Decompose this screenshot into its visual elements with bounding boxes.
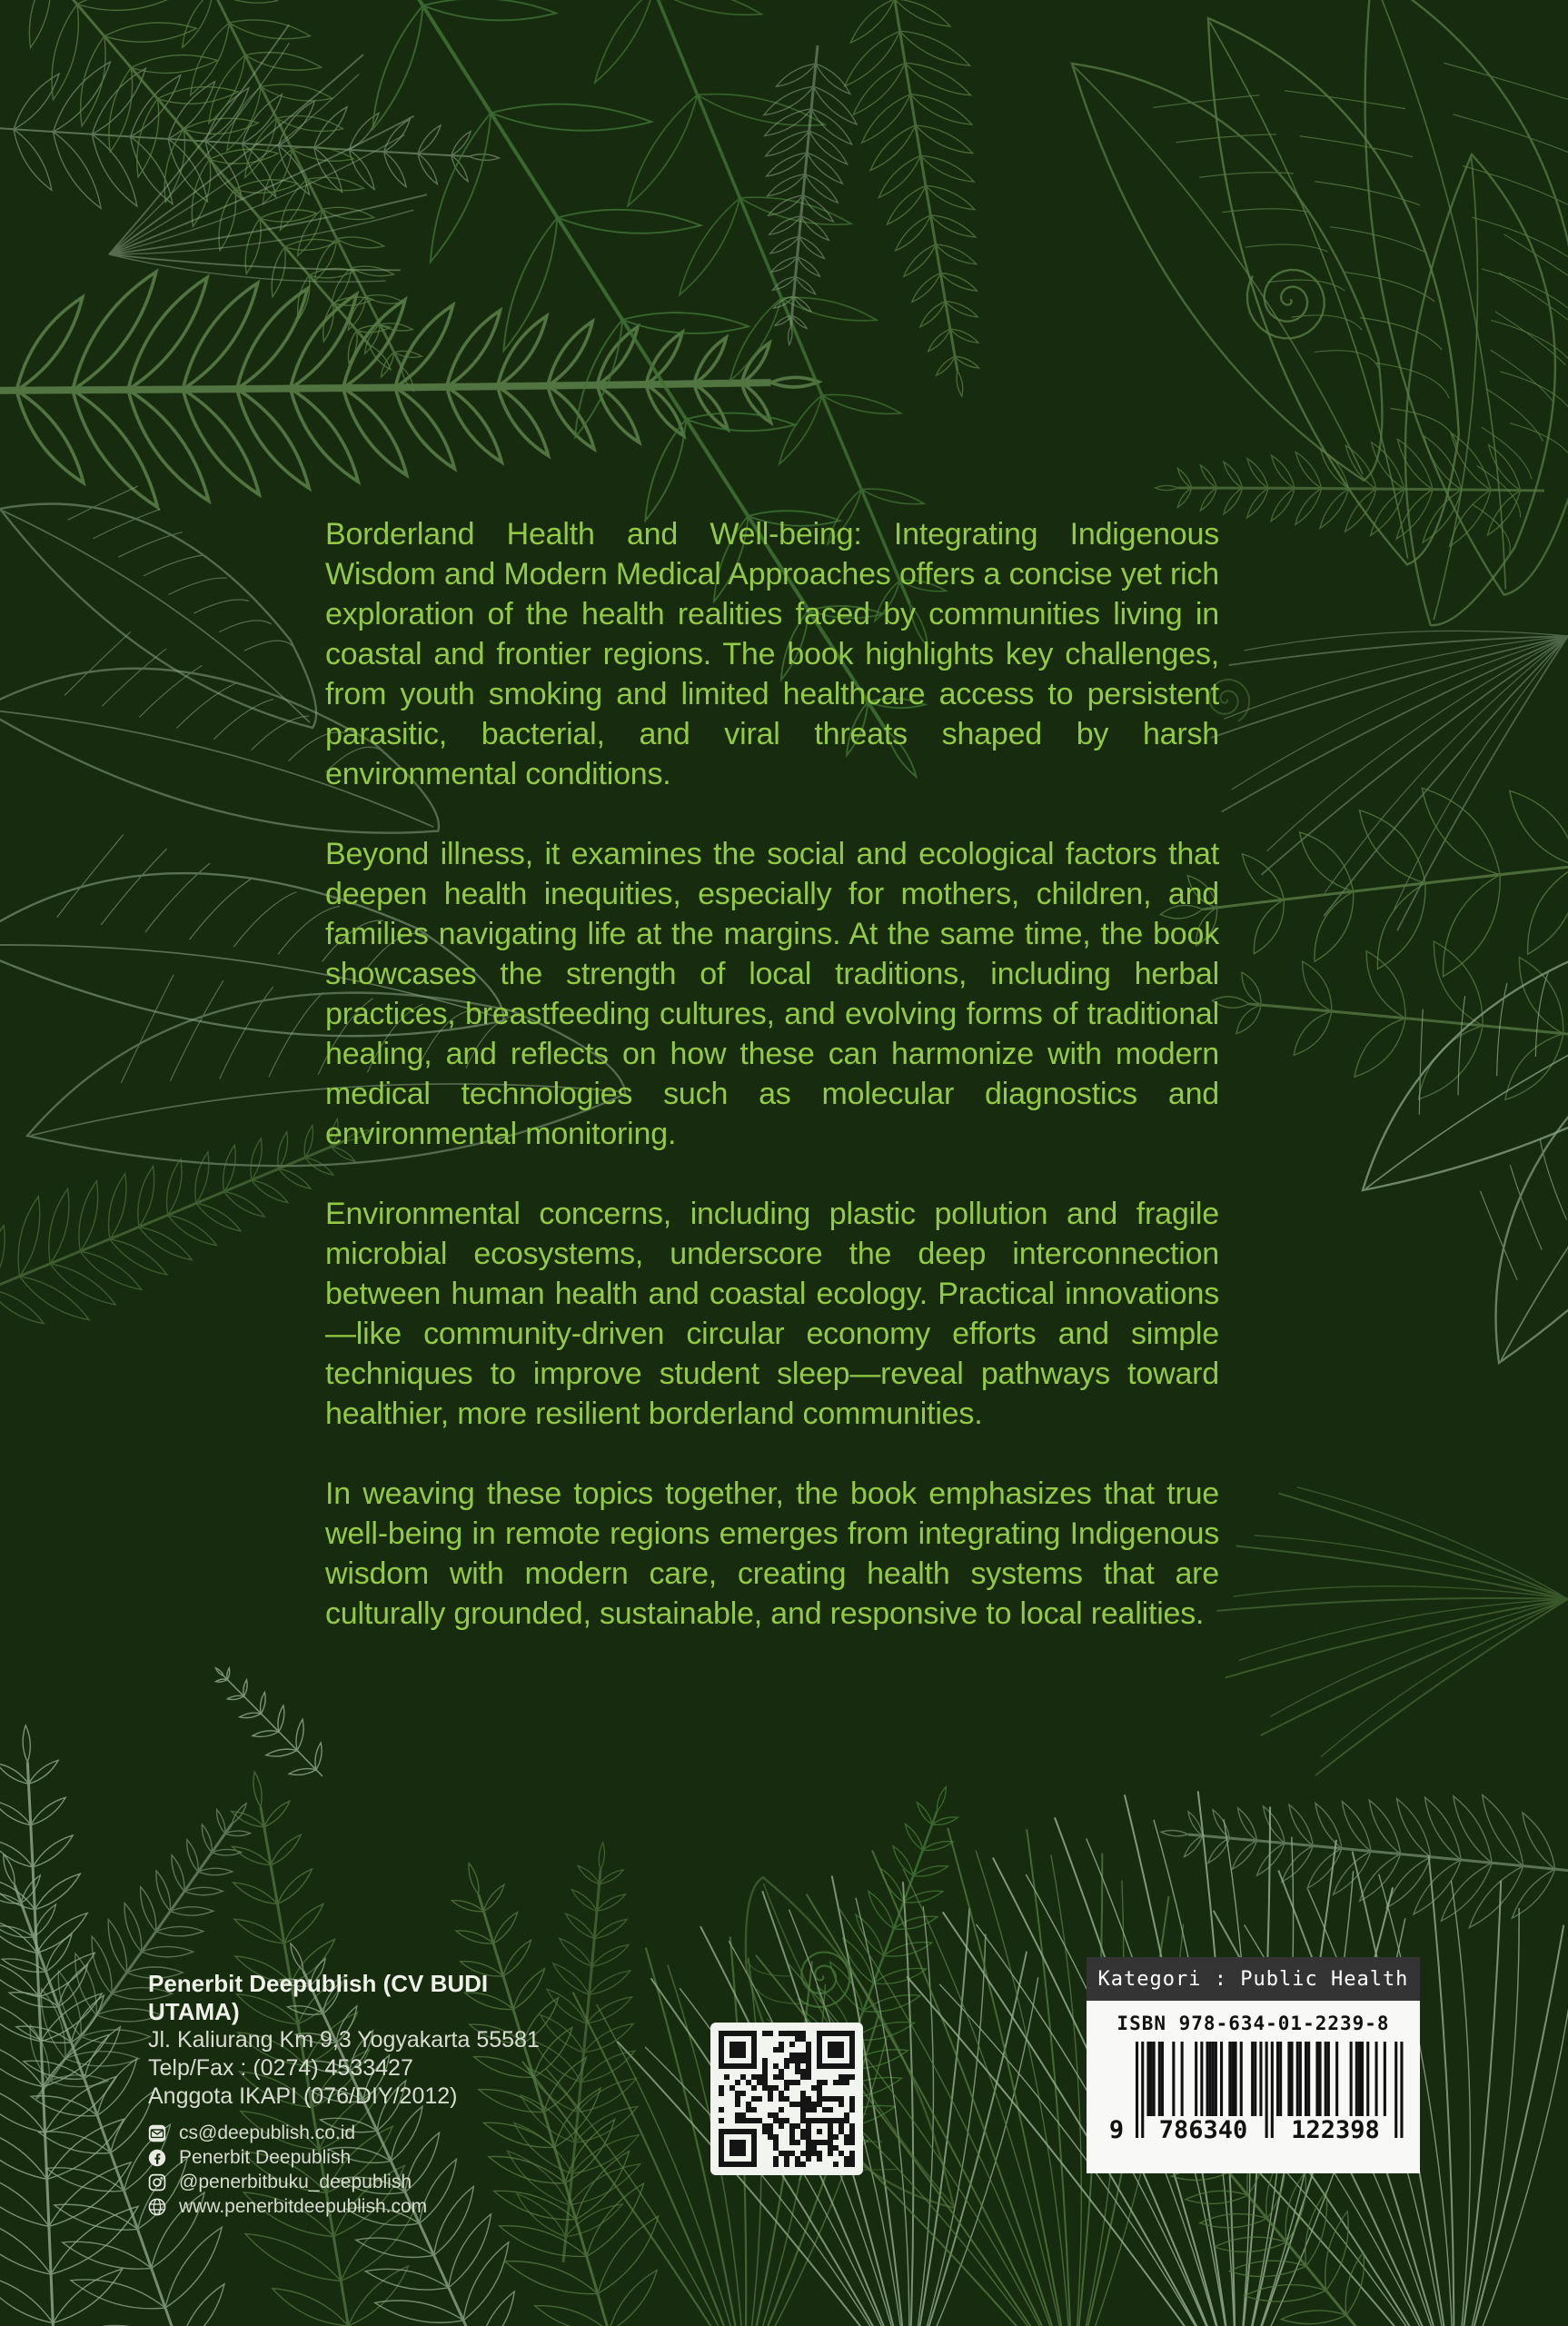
synopsis	[325, 514, 1219, 1674]
publisher-phone: Telp/Fax : (0274) 4533427	[148, 2055, 413, 2081]
leaf-illustration	[0, 429, 369, 754]
fern-frond-illustration	[1155, 1690, 1568, 1987]
leaf-illustration	[1316, 0, 1568, 607]
fern-frond-illustration	[209, 1640, 337, 1799]
synopsis-paragraph-2: Beyond illness, it examines the social and ecological factors that deepen health inequities, especially for mothers, children, and families navigating life at the margins. At the same time, the book showcases the strength of local traditions, including herbal practices, breastfeeding cultures, and evolving forms of traditional healing, and reflects on how these can harmonize with modern medical technologies such as molecular diagnostics and environmental monitoring.	[325, 837, 1219, 1151]
contact-facebook-label: Penerbit Deepublish	[179, 2147, 352, 2168]
publisher-name: Penerbit Deepublish (CV BUDI UTAMA)	[148, 1970, 489, 2025]
contact-website	[148, 2195, 575, 2219]
publisher-contacts	[148, 2122, 575, 2219]
isbn-number: ISBN 978-634-01-2239-8	[1116, 2013, 1390, 2034]
leaf-illustration	[1160, 0, 1552, 582]
contact-email	[148, 2122, 575, 2145]
publisher-info	[148, 1970, 575, 2220]
email-icon	[148, 2124, 166, 2142]
grass-illustration	[617, 1875, 1113, 2326]
ean13-barcode	[1103, 2042, 1404, 2151]
synopsis-paragraph-3: Environmental concerns, including plastic pollution and fragile microbial ecosystems, underscore the deep interconnection between human health and coastal ecology. Practical innovations—like community-driven circular economy efforts and simple techniques to improve student sleep—reveal pathways toward healthier, more resilient borderland communities.	[325, 1197, 1219, 1431]
leaf-illustration	[1035, 0, 1474, 506]
fern-frond-illustration	[689, 35, 899, 349]
isbn-label-stack	[1087, 1957, 1420, 2173]
barcode-digits-left: 786340	[1158, 2116, 1248, 2144]
barcode-digits-right: 122398	[1291, 2116, 1380, 2144]
facebook-icon	[148, 2149, 166, 2167]
contact-email-label: cs@deepublish.co.id	[179, 2122, 356, 2143]
grass-illustration	[1203, 1430, 1568, 1798]
fern-frond-illustration	[158, 0, 430, 425]
contact-facebook	[148, 2146, 575, 2170]
contact-instagram-label: @penerbitbuku_deepublish	[179, 2172, 412, 2192]
fern-frond-illustration	[813, 0, 1014, 398]
instagram-icon	[148, 2173, 166, 2192]
publisher-membership: Anggota IKAPI (076/DIY/2012)	[148, 2083, 458, 2109]
qr-pattern	[719, 2031, 855, 2167]
synopsis-paragraph-1: Borderland Health and Well-being: Integrating Indigenous Wisdom and Modern Medical Approaches offers a concise yet rich exploration of the health realities faced by communities living in coastal and frontier regions. The book highlights key challenges, from youth smoking and limited healthcare access to persistent parasitic, bacterial, and viral threats shaped by harsh environmental conditions.	[325, 517, 1219, 791]
publisher-address: Jl. Kaliurang Km 9,3 Yogyakarta 55581	[148, 2027, 540, 2053]
globe-icon	[148, 2198, 166, 2216]
synopsis-paragraph-4: In weaving these topics together, the book emphasizes that true well-being in remote regions emerges from integrating Indigenous wisdom with modern care, creating health systems that are culturally grounded, sustainable, and responsive to local realities.	[325, 1476, 1219, 1631]
category-label: Kategori : Public Health	[1097, 1967, 1409, 1991]
contact-instagram	[148, 2171, 575, 2194]
barcode-digit-lead: 9	[1108, 2116, 1125, 2144]
contact-website-label: www.penerbitdeepublish.com	[179, 2196, 428, 2217]
qr-code	[710, 2023, 863, 2175]
category-badge	[1087, 1957, 1420, 2001]
isbn-barcode	[1087, 2001, 1420, 2173]
fern-frond-illustration	[1202, 854, 1568, 1150]
